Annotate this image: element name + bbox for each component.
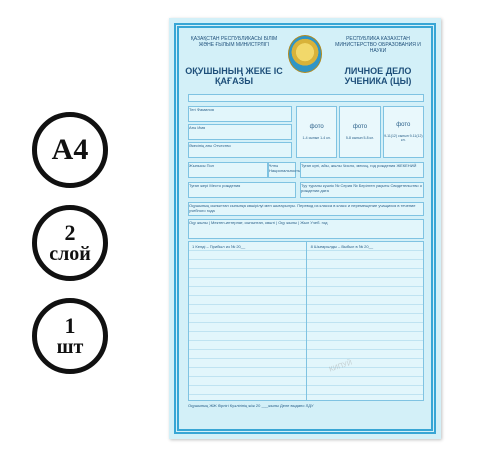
field-name: Аты Имя (188, 124, 292, 140)
document-number-strip (188, 94, 424, 102)
title-ru: ЛИЧНОЕ ДЕЛО УЧЕНИКА (ЦЫ) (344, 66, 412, 86)
field-gender: Жынысы Пол (188, 162, 268, 178)
field-birth-date: Туған күні, айы, жылы Число, месяц, год рождения ЖЕКЕНИЙ (300, 162, 424, 178)
badge-line2: слой (49, 243, 91, 266)
quantity-badge (32, 298, 108, 374)
paper-size-badge (32, 112, 108, 188)
photo-box: фото 9-11(12) сынып 9-11(12) кл. (383, 106, 424, 158)
table-row: 8 Шығарылды – Выбыл в № 20__ (310, 244, 374, 249)
field-birthplace: Туған жері Место рождения (188, 182, 296, 198)
badge-line2: шт (56, 336, 84, 359)
transfer-note: Оқушының сыныптан сыныпқа көшірілуі мен шығарылуы. Перевод из класса в класс и перемещение учащихся в течение учебного года (188, 202, 424, 216)
photo-box: фото 1-4 сынып 1-4 кл. (296, 106, 337, 158)
table-row: 1 Келді – Прибыл из № 20__ (192, 244, 246, 249)
state-emblem-icon (288, 35, 322, 73)
field-surname: Тегі Фамилия (188, 106, 292, 122)
watermark: КИПУЙ (328, 359, 354, 374)
transfer-table (188, 241, 424, 401)
layer-count-badge (32, 205, 108, 281)
document-footer: Оқушының ЖЖ бірлігі Куәлігінің ж/ж 20 ___жылы Деле выдано ЛДУ (188, 403, 314, 408)
field-birth-certificate: Туу туралы куәлік № Серия № Берілген уақыты Свидетельство о рождении дата (300, 182, 424, 198)
photo-box: фото 5-8 сынып 5-8 кл. (339, 106, 380, 158)
document-content (182, 31, 428, 426)
header-right: РЕСПУБЛИКА КАЗАХСТАН МИНИСТЕРСТВО ОБРАЗОВАНИЯ И НАУКИ (335, 36, 421, 54)
table-header: Оқу жылы | Мектеп-интернат, сыныптан, көшті | Оқу жылы | Жыл Учеб. год (188, 219, 424, 239)
student-file-document (169, 18, 441, 439)
table-divider (306, 242, 307, 400)
header-left: ҚАЗАҚСТАН РЕСПУБЛИКАСЫ БІЛІМ ЖӘНЕ ҒЫЛЫМ МИНИСТРЛІГІ (190, 36, 278, 48)
badge-line1: A4 (51, 133, 89, 167)
photo-boxes (296, 106, 424, 158)
field-nationality: Ұлты Национальность (268, 162, 296, 178)
badge-line1: 1 (64, 312, 76, 338)
title-kz: ОҚУШЫНЫҢ ЖЕКЕ ІС ҚАҒАЗЫ (185, 66, 283, 86)
badge-line1: 2 (64, 219, 76, 245)
field-patronymic: Әкесінің аты Отчество (188, 142, 292, 158)
